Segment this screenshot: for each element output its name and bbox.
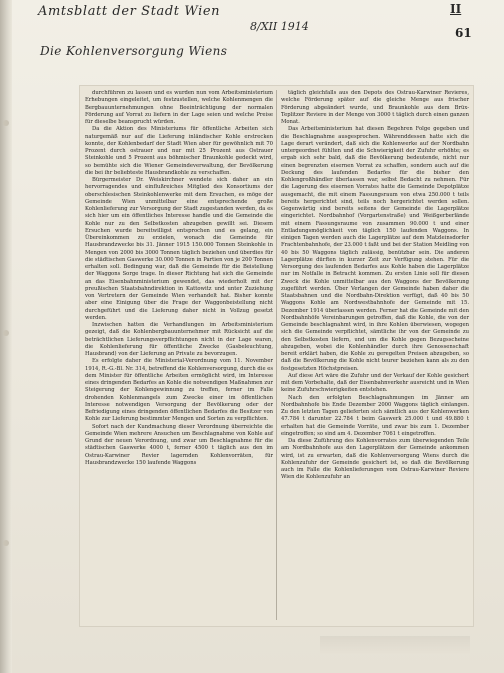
paragraph: Das Arbeitsministerium hat diesen Begehren Folge gegeben und die Beschlagnahme ausgesprochen. Währenddessen hatte sich die Lage derart verändert, daß sich die Kohlenwerke auf der Nordbahn untergeordnet fühlten und die Schwierigkeit der Zufuhr erhöhte; es ergab sich sehr bald, daß die Bevölkerung bedeutende, nicht nur einen begrenzten eisernen Vorrat zu schaffen, sondern auch auf die Deckung des laufenden Bedarfes für die bisher den Kohlengroßhändler überlassen war, selbst Bedacht zu nehmen. Für die Lagerung des eisernen Vorrates hatte die Gemeinde Depotplätze ausgemacht, die mit einem Fassungsraum von etwa 250.000 t teils bereits hergerichtet sind, teils noch hergerichtet werden sollen. Gegenwärtig sind bereits seitens der Gemeinde die Lagerplätze eingerichtet. Nordbahnhof (Vorgartenstraße) und Weißgerberlände mit einem Fassungsraume von zusammen 90.000 t und einer Entladungsmöglichkeit von täglich 150 laufenden Waggons. In einigen Tagen werden auch die Lagerplätze auf dem Matzleinsdorfer Frachtenbahnhofe, der 23.000 t faßt und bei der Station Meidling von 40 bis 50 Waggons täglich zulässig, benützbar sein. Die anderen Lagerplätze dürften in kurzer Zeit zur Verfügung stehen. Für die Versorgung des laufenden Bedarfes aus Kohle haben die Lagerplätze nur im Notfalle in Betracht kommen. Zu ersten Linie soll für diesen Zweck die Kohle unmittelbar aus den Waggons der Bevölkerung zugeführt werden. Über Verlangen der Gemeinde haben daher die Staatsbahnen und die Nordbahn-Direktion verfügt, daß 40 bis 50 Waggons Kohle am Nordwestbahnhofe der Gemeinde mit 15. Dezember 1914 überlassen werden. Ferner hat die Gemeinde mit den Nordbahnhöfe Vereinbarungen getroffen, daß die Kohle, die von der Gemeinde beschlagnahmt wird, in ihre Kohlen überwiesen, wogegen sich die Gemeinde verpflichtet, sämtliche ihr von der Gemeinde zu den Selbstkosten liefern, und um die Kohle gegen Bezugsscheine abzugeben, wobei die Kohlenhändler durch ihre Genossenschaft bereit erklärt haben, die Kohle zu geregelten Preisen abzugeben, so daß die Bevölkerung die Kohle nicht teurer beziehen kann als zu den festgesetzten Höchstpreisen. <box>281 126 469 372</box>
roman-numeral-label: II <box>450 2 462 16</box>
newspaper-clipping <box>80 86 473 626</box>
paragraph: täglich gleichfalls aus den Depots des Ostrau-Karwiner Revieres, welche Förderung später auf die gleiche Menge aus frischer Förderung abgeändert wurde, und Braunkohle aus dem Brüx-Teplitzer Reviere in der Menge von 3000 t täglich durch einen ganzen Monat. <box>281 90 469 125</box>
paragraph: durchführen zu lassen und es wurden nun vom Arbeitsministerium Erhebungen eingeleitet, um festzustellen, welche Kohlenmengen die Bergbauunternehmungen ohne Beeinträchtigung der normalen Förderung auf Vorrat zu liefern in der Lage seien und welche Preise für dieselbe beansprucht würden. <box>85 90 273 125</box>
board-binding-edge <box>0 0 12 673</box>
paragraph: Da die Aktion des Ministeriums für öffentliche Arbeiten sich naturgemäß nur auf die Lieferung inländischer Kohle erstrecken konnte, der Kohlenbedarf der Stadt Wien aber für gewöhnlich mit 70 Prozent durch ostrauer und nur mit 25 Prozent aus Ostrauer Steinkohle und 5 Prozent aus böhmischer Braunkohle gedeckt wird, so bemühte sich die Wiener Gemeindeverwaltung, der Bevölkerung die bei ihr beliebteste Hausbrandkohle zu verschaffen. <box>85 126 273 176</box>
handwritten-source-title: Amtsblatt der Stadt Wien <box>38 4 221 19</box>
handwritten-date: 8/XII 1914 <box>250 20 309 33</box>
paragraph: Sofort nach der Kundmachung dieser Verordnung überreichte die Gemeinde Wien mehrere Ansuchen um Beschlagnahme von Kohle auf Grund der neuen Verordnung, und zwar um Beschlagnahme für die städtischen Gaswerke 4000 t, ferner 4500 t täglich aus den im Ostrau-Karwiner Revier lagernden Kohlenvorräten, für Hausbrandzwecke 150 laufende Waggons <box>85 423 273 466</box>
paragraph: Inzwischen hatten die Verhandlungen im Arbeitsministerium gezeigt, daß die Kohlenbergbauunternehmer mit Rücksicht auf die beträchtlichen Lieferungsverpflichtungen nicht in der Lage waren, die Kohlenlieferung für öffentliche Zwecke (Gasbeleuchtung, Hausbrand) von der Lieferung an Private zu bevorzugen. <box>85 322 273 357</box>
handwritten-subject: Die Kohlenversorgung Wiens <box>40 44 228 58</box>
right-column <box>281 90 469 482</box>
paragraph: Bürgermeister Dr. Weiskirchner wendete sich daher an ein hervorragendes und einflußreiches Mitglied des Konsortiums der oberschlesischen Steinkohlenwerke mit dem Ersuchen, es möge der Gemeinde Wien unmittelbar eine entsprechende große Kohlenlieferung zur Versorgung der Stadt zugestanden werden, da es sich hier um ein öffentliches Interesse handle und die Gemeinde die Kohle nur zu den Selbstkosten abzugeben gewillt sei. Diesem Ersuchen wurde bereitwilligst entsprochen und es gelang, ein Übereinkommen zu erzielen, wonach die Gemeinde für Hausbrandzwecke bis 31. Jänner 1915 150.000 Tonnen Steinkohle in Mengen von 2000 bis 3000 Tonnen täglich beziehen und überdies für die städtischen Gaswerke 30.000 Tonnen in Partien von je 200 Tonnen erhalten soll. Bedingung war, daß die Gemeinde für die Beistellung der Waggons Sorge trage. In dieser Richtung hat sich die Gemeinde an das Eisenbahnministerium gewendet, das wiederholt mit der preußischen Staatsbahndirektion in Kattowitz und unter Zuziehung von Vertretern der Gemeinde Wien verhandelt hat. Bisher konnte aber eine Einigung über die Frage der Waggonbeistellung nicht durchgeführt und die Lieferung daher nicht in Vollzug gesetzt werden. <box>85 177 273 321</box>
paragraph: Es erfolgte daher die Ministerial-Verordnung vom 11. November 1914, R.-G.-Bl. Nr. 314, betreffend die Kohlenversorgung, durch die es dem Minister für öffentliche Arbeiten ermöglicht wird, im Interesse eines dringenden Bedarfes an Kohle die notwendigen Maßnahmen zur Steigerung der Kohlengewinnung zu treffen, ferner im Falle drohenden Kohlenmangels zum Zwecke einer im öffentlichen Interesse notwendigen Versorgung der Bevölkerung oder der Befriedigung eines dringenden öffentlichen Bedarfes die Besitzer von Kohle zur Lieferung bestimmter Mengen und Sorten zu verpflichten. <box>85 358 274 423</box>
left-column <box>85 90 273 467</box>
paragraph: Nach den erfolgten Beschlagnahmungen im Jänner am Nordbahnhofe bis Ende Dezember 2000 Waggons täglich einlangen. Zu den letzten Tagen gelieferten sich sämtlich aus der Kohlenwerken 47.784 t darunter 22.784 t beim Gaswerk 25.000 t und 49.880 t erhalten hat die Gemeinde Vorräte, und zwar bis zum 1. Dezember eingetroffen; so sind am 4. Dezember 7061 t eingetroffen. <box>281 394 469 437</box>
paper-smudge <box>320 636 470 654</box>
page-number: 61 <box>455 26 472 40</box>
paragraph: Da diese Zuführung des Kohlenvorrates zum überwiegenden Teile am Nordbahnhofe aus den Lagerplätzen der Gemeinde ankommen wird, ist zu erwarten, daß die Kohlenversorgung Wiens durch die Kohlenzufuhr der Gemeinde gesichert ist, so daß die Bevölkerung auch im Falle die Kohlenlieferungen vom Ostrau-Karwiner Reviere Wien die Kohlenzufuhr an <box>281 438 469 481</box>
paragraph: Auf diese Art wäre die Zufuhr und der Verkauf der Kohle gesichert mit dem Vorbehalte, daß der Eisenbahnverkehr ausreicht und in Wien keine Zufuhrschwierigkeiten entstehen. <box>281 372 469 394</box>
column-divider <box>276 90 277 620</box>
